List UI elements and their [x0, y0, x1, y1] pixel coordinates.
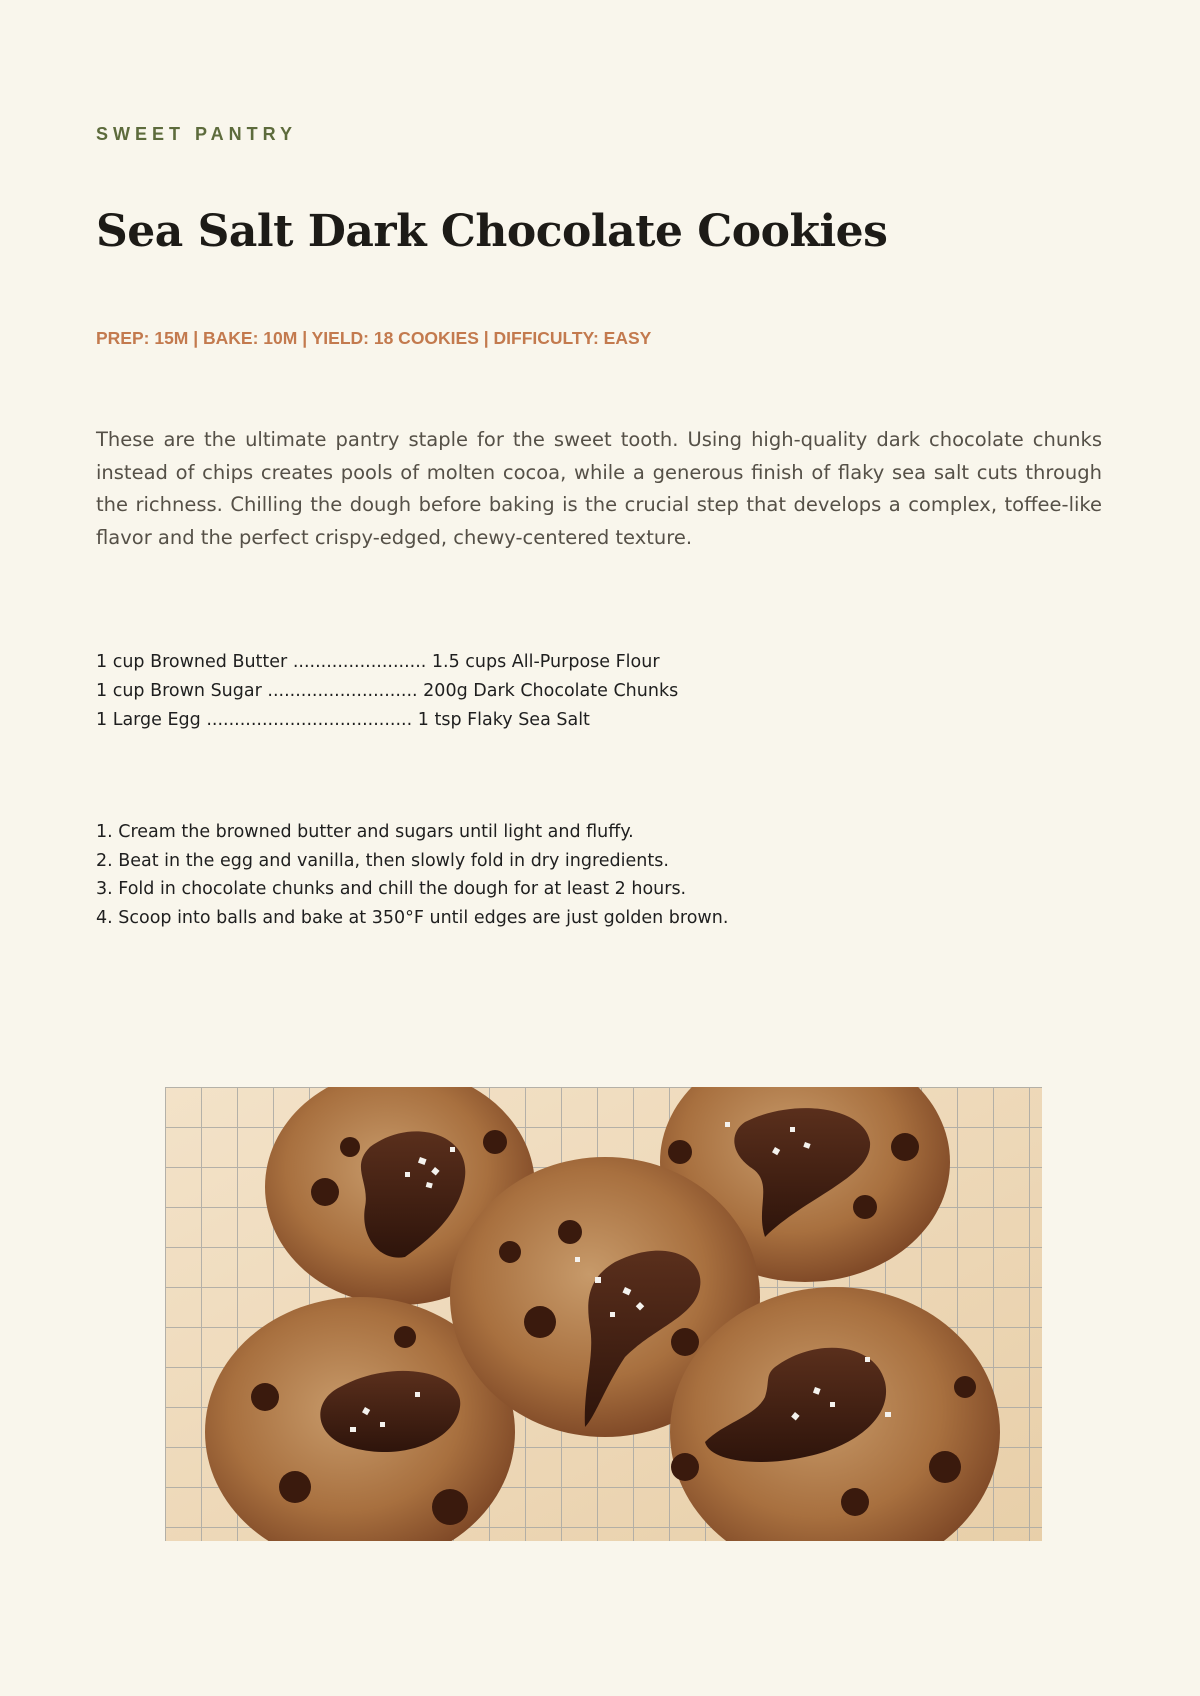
ingredient-leader: .....................................	[206, 710, 413, 730]
ingredient-row	[96, 706, 678, 735]
ingredient-row	[96, 677, 678, 706]
ingredient-right: 200g Dark Chocolate Chunks	[423, 681, 679, 701]
brand-label: SWEET PANTRY	[96, 124, 298, 144]
ingredient-row	[96, 648, 678, 677]
method-step: 1. Cream the browned butter and sugars until light and fluffy.	[96, 822, 634, 842]
method-step: 4. Scoop into balls and bake at 350°F until edges are just golden brown.	[96, 907, 729, 928]
ingredient-leader: ...........................	[267, 681, 418, 701]
ingredient-list	[96, 648, 678, 735]
method-steps	[96, 818, 728, 932]
cookies-photo	[165, 1087, 1042, 1541]
ingredient-right: 1 tsp Flaky Sea Salt	[417, 710, 590, 730]
ingredient-left: 1 cup Brown Sugar	[96, 681, 262, 701]
recipe-title: Sea Salt Dark Chocolate Cookies	[96, 206, 888, 257]
ingredient-left: 1 cup Browned Butter	[96, 652, 288, 672]
method-step: 2. Beat in the egg and vanilla, then slowly fold in dry ingredients.	[96, 850, 669, 871]
ingredient-right: 1.5 cups All-Purpose Flour	[431, 652, 660, 672]
ingredient-left: 1 Large Egg	[96, 710, 201, 730]
ingredient-leader: ........................	[292, 652, 427, 672]
recipe-intro: These are the ultimate pantry staple for the sweet tooth. Using high-quality dark chocolate chunks instead of chips creates pools of molten cocoa, while a generous finish of flaky sea salt cuts through the richness. Chilling the dough before baking is the crucial step that develops a complex, toffee-like flavor and the perfect crispy-edged, chewy-centered texture.	[96, 428, 1102, 549]
method-step: 3. Fold in chocolate chunks and chill the dough for at least 2 hours.	[96, 879, 687, 899]
recipe-meta: PREP: 15M | BAKE: 10M | YIELD: 18 COOKIES | DIFFICULTY: EASY	[96, 328, 652, 348]
